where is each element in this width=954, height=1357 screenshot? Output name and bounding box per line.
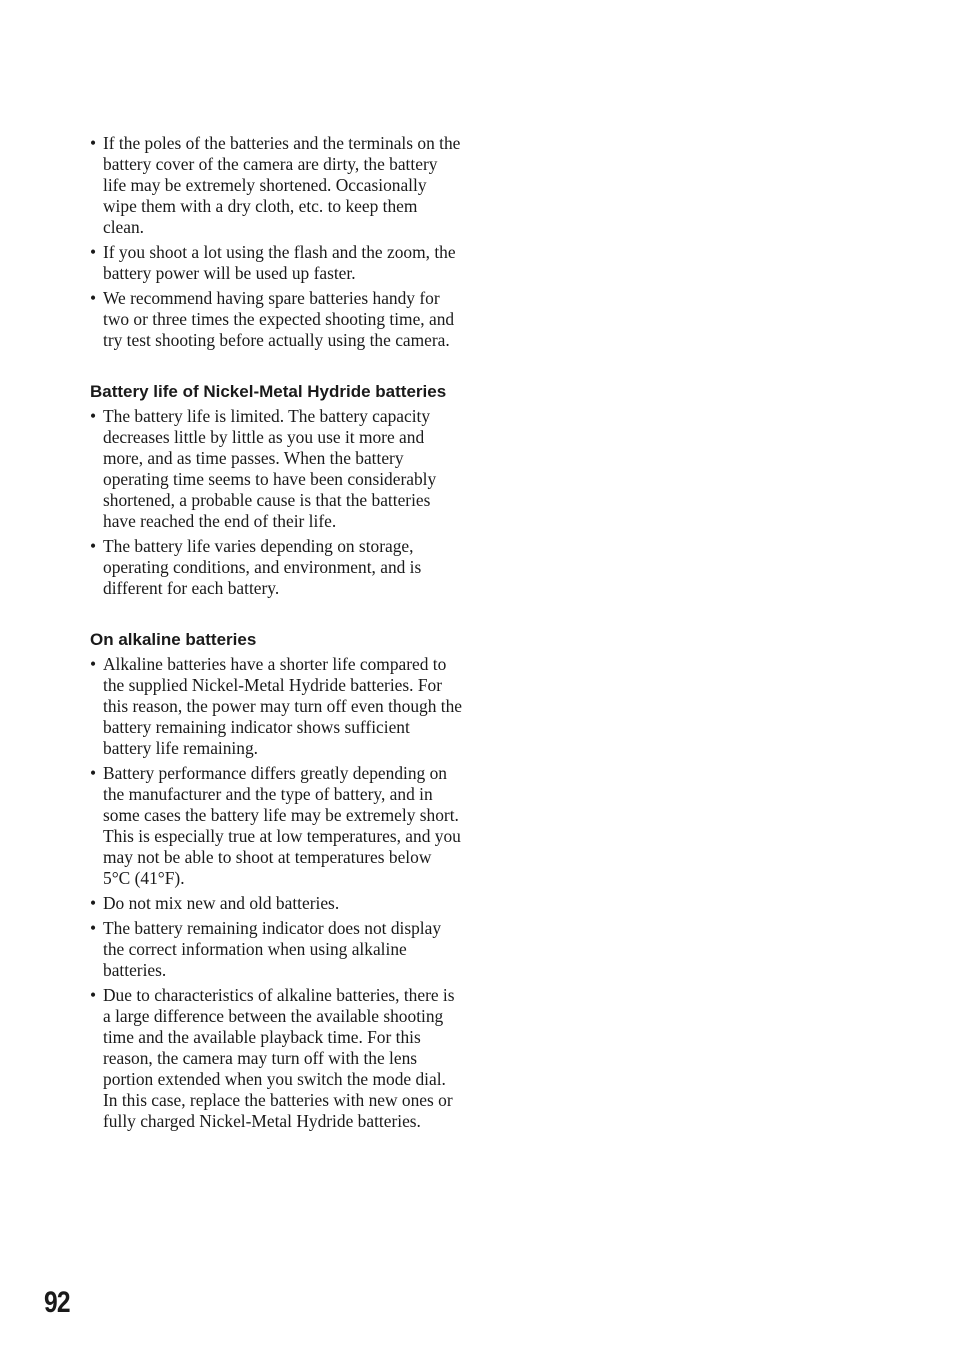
list-item [90,985,462,1132]
bullet-icon: • [90,654,97,674]
bullet-text: The battery life varies depending on storage, operating conditions, and environment, and is different for each battery. [103,536,422,598]
bullet-text: We recommend having spare batteries handy for two or three times the expected shooting time, and try test shooting before actually using the camera. [103,288,455,350]
list-item [90,763,462,889]
nimh-section-heading: Battery life of Nickel-Metal Hydride batteries [90,382,447,401]
bullet-icon: • [90,985,97,1005]
bullet-text: The battery life is limited. The battery capacity decreases little by little as you use it more and more, and as time passes. When the battery operating time seems to have been considerably shortened, a probable cause is that the batteries have reached the end of their life. [103,406,437,531]
bullet-text: Battery performance differs greatly depending on the manufacturer and the type of battery, and in some cases the battery life may be extremely short. This is especially true at low temperatures, and you may not be able to shoot at temperatures below 5°C (41°F). [103,763,461,888]
bullet-text: Due to characteristics of alkaline batteries, there is a large difference between the available shooting time and the available playback time. For this reason, the camera may turn off with the lens portion extended when you switch the mode dial. In this case, replace the batteries with new ones or fully charged Nickel-Metal Hydride batteries. [103,985,455,1131]
bullet-text: If you shoot a lot using the flash and the zoom, the battery power will be used up faster. [103,242,456,283]
list-item [90,133,462,238]
list-item [90,893,462,914]
text-column [90,133,462,1136]
bullet-text: If the poles of the batteries and the terminals on the battery cover of the camera are dirty, the battery life may be extremely shortened. Occasionally wipe them with a dry cloth, etc. to keep them clean. [103,133,461,237]
bullet-text: Alkaline batteries have a shorter life compared to the supplied Nickel-Metal Hydride batteries. For this reason, the power may turn off even though the battery remaining indicator shows sufficient battery life remaining. [103,654,462,758]
bullet-icon: • [90,918,97,938]
bullet-text: Do not mix new and old batteries. [103,893,340,913]
bullet-icon: • [90,536,97,556]
bullet-text: The battery remaining indicator does not display the correct information when using alkaline batteries. [103,918,442,980]
bullet-icon: • [90,406,97,426]
list-item [90,654,462,759]
nimh-bullet-list [90,406,462,599]
list-item [90,536,462,599]
bullet-icon: • [90,133,97,153]
bullet-icon: • [90,763,97,783]
bullet-icon: • [90,242,97,262]
list-item [90,406,462,532]
list-item [90,288,462,351]
page-number: 92 [44,1286,70,1319]
alkaline-bullet-list [90,654,462,1132]
bullet-icon: • [90,288,97,308]
intro-bullet-list [90,133,462,351]
alkaline-section-heading: On alkaline batteries [90,630,257,649]
list-item [90,242,462,284]
list-item [90,918,462,981]
bullet-icon: • [90,893,97,913]
